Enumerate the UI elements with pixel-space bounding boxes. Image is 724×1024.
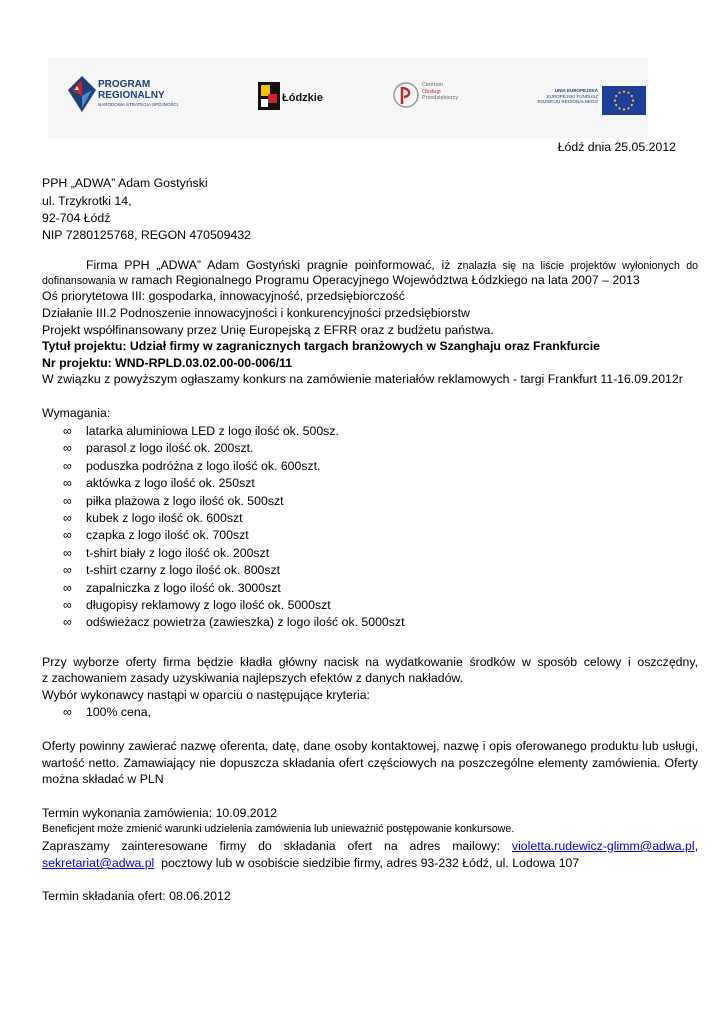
email-link-primary[interactable]: violetta.rudewicz-glimm@adwa.pl (511, 839, 695, 853)
logo-text: NARODOWA STRATEGIA SPÓJNOŚCI (98, 102, 179, 107)
logo-text: ROZWOJU REGIONALNEGO (537, 99, 598, 104)
beneficiary-note: Beneficjent może zmienić warunki udzielenia zamówienia lub unieważnić postępowanie konkursowe. (42, 823, 515, 835)
centrum-obslugi-logo (392, 80, 459, 113)
infinity-bullet-icon: ∞ (63, 476, 72, 491)
infinity-bullet-icon: ∞ (63, 441, 72, 456)
requirement-text: piłka plażowa z logo ilość ok. 500szt (86, 493, 284, 508)
eu-flag-icon (602, 86, 646, 115)
announcement: W związku z powyższym ogłaszamy konkurs na zamówienie materiałów reklamowych - targi Frankfurt 11-16.09.2012r (42, 372, 683, 386)
sender-line: 92-704 Łódź (42, 211, 111, 225)
measure: Działanie III.2 Podnoszenie innowacyjności i konkurencyjności przedsiębiorstw (42, 306, 470, 320)
program-regionalny-icon (68, 76, 96, 112)
requirement-item (63, 528, 249, 543)
infinity-bullet-icon: ∞ (63, 528, 72, 543)
infinity-bullet-icon: ∞ (63, 511, 72, 525)
logo-text: EUROPEJSKI FUNDUSZ (546, 93, 598, 99)
infinity-bullet-icon: ∞ (63, 705, 72, 719)
infinity-bullet-icon: ∞ (63, 493, 72, 508)
project-title: Tytuł projektu: Udział firmy w zagranicznych targach branżowych w Szanghaju oraz Frankfurcie (42, 339, 601, 353)
infinity-bullet-icon: ∞ (63, 580, 72, 595)
criteria-intro: Wybór wykonawcy nastąpi w oparciu o następujące kryteria: (42, 688, 370, 702)
offers-deadline: Termin składania ofert: 08.06.2012 (42, 889, 231, 903)
logo-text: Przedsiębiorcy (422, 95, 459, 101)
requirement-text: odświeżacz powietrza (zawieszka) z logo ilość ok. 5000szt (86, 615, 405, 630)
criteria-item (63, 705, 151, 720)
selection-line-2: z zachowaniem zasady uzyskiwania najlepszych efektów z danych nakładów. (42, 671, 464, 685)
logo-text: REGIONALNY (98, 90, 165, 101)
logo-header (48, 58, 648, 138)
logo-text: Łódzkie (282, 92, 323, 104)
requirement-item (63, 511, 243, 526)
requirement-text: zapalniczka z logo ilość ok. 3000szt (86, 580, 281, 595)
sender-line: ul. Trzykrotki 14, (42, 194, 132, 208)
requirement-text: poduszka podróżna z logo ilość ok. 600szt. (86, 458, 321, 473)
logo-text: UNIA EUROPEJSKA (554, 88, 598, 93)
requirement-item (63, 441, 253, 456)
offers-line-2: wartość netto. Zamawiający nie dopuszcza składania ofert częściowych na poszczególne elementy zamówienia. Oferty (42, 756, 698, 770)
requirement-text: czapka z logo ilość ok. 700szt (86, 528, 249, 543)
requirement-item (63, 581, 281, 596)
selection-line-1: Przy wyborze oferty firma będzie kładła główny nacisk na wydatkowanie środków w sposób celowy i oszczędny, (42, 655, 698, 669)
logo-text: Centrum (422, 82, 444, 88)
requirement-text: parasol z logo ilość ok. 200szt. (86, 441, 254, 456)
requirement-text: kubek z logo ilość ok. 600szt (86, 511, 243, 525)
requirement-item (63, 494, 284, 509)
offers-line-1: Oferty powinny zawierać nazwę oferenta, datę, dane osoby kontaktowej, nazwę i opis oferowanego produktu lub usługi, (42, 739, 698, 753)
criteria-text: 100% cena, (86, 705, 151, 719)
requirement-item (63, 598, 331, 613)
project-number: Nr projektu: WND-RPLD.03.02.00-00-006/11 (42, 356, 293, 370)
execution-deadline: Termin wykonania zamówienia: 10.09.2012 (42, 806, 278, 820)
intro-text: Firma PPH „ADWA” Adam Gostyński pragnie poinformować, iż (86, 258, 451, 272)
requirement-item (63, 459, 320, 474)
intro-line-1 (86, 258, 698, 274)
infinity-bullet-icon: ∞ (63, 598, 72, 612)
intro-line-2 (42, 273, 698, 289)
requirement-text: aktówka z logo ilość ok. 250szt (86, 476, 255, 491)
intro-text: dofinansowania (42, 275, 116, 287)
requirements-heading: Wymagania: (42, 406, 111, 420)
infinity-bullet-icon: ∞ (63, 545, 72, 560)
invite-text: pocztowy lub w osobiście siedzibie firmy, adres 93-232 Łódź, ul. Lodowa 107 (154, 856, 580, 870)
cofinance-note: Projekt współfinansowany przez Unię Europejską z EFRR oraz z budżetu państwa. (42, 323, 494, 337)
infinity-bullet-icon: ∞ (63, 615, 72, 630)
infinity-bullet-icon: ∞ (63, 458, 72, 473)
requirement-text: t-shirt biały z logo ilość ok. 200szt (86, 545, 270, 560)
requirement-item (63, 563, 280, 578)
program-regionalny-logo (68, 76, 179, 115)
centrum-obslugi-icon (392, 80, 420, 110)
requirement-text: latarka aluminiowa LED z logo ilość ok. 500sz. (86, 424, 339, 438)
email-link-secretary[interactable]: sekretariat@adwa.pl (42, 856, 155, 870)
requirement-text: t-shirt czarny z logo ilość ok. 800szt (86, 563, 281, 578)
intro-text: w ramach Regionalnego Programu Operacyjnego Województwa Łódzkiego na lata 2007 – 2013 (119, 273, 640, 287)
requirement-text: długopisy reklamowy z logo ilość ok. 5000szt (86, 598, 331, 612)
requirement-item (63, 615, 405, 630)
logo-text: Obsługi (422, 88, 441, 95)
invite-line-1 (42, 839, 698, 854)
requirement-item (63, 476, 255, 491)
requirement-item (63, 424, 339, 439)
invite-line-2 (42, 856, 698, 871)
invite-text: Zapraszamy zainteresowane firmy do składania ofert na adres mailowy: (42, 839, 501, 853)
infinity-bullet-icon: ∞ (63, 563, 72, 578)
intro-text: znalazła się na liście projektów wyłonionych do (457, 260, 699, 272)
requirement-item (63, 546, 269, 561)
sender-line: PPH „ADWA” Adam Gostyński (42, 176, 208, 190)
sender-line: NIP 7280125768, REGON 470509432 (42, 228, 251, 242)
lodzkie-logo (258, 82, 323, 113)
lodzkie-icon (258, 82, 280, 110)
logo-text: PROGRAM (98, 79, 151, 90)
email-separator: , (694, 839, 698, 853)
letter-date: Łódź dnia 25.05.2012 (557, 140, 676, 154)
infinity-bullet-icon: ∞ (63, 424, 72, 438)
priority-axis: Oś priorytetowa III: gospodarka, innowacyjność, przedsiębiorczość (42, 289, 405, 303)
offers-line-3: można składać w PLN (42, 772, 164, 786)
